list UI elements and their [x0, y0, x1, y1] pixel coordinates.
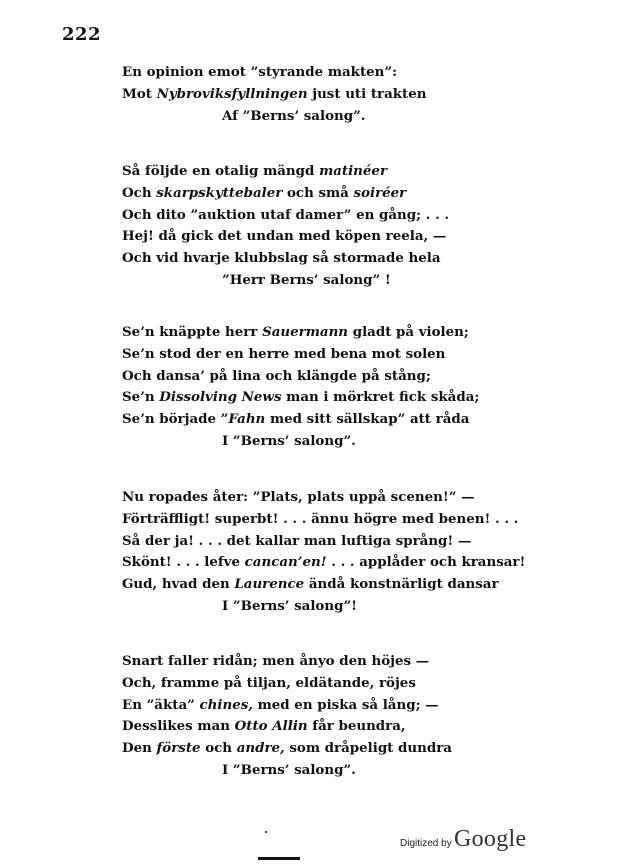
line-text: Nu ropades åter: ”Plats, plats uppå scenen!” — [122, 489, 475, 505]
poem-line [122, 66, 397, 79]
line-text: Snart faller ridån; men ånyo den höjes — [122, 653, 430, 669]
line-text: En opinion emot ”styrande makten”: [122, 64, 398, 80]
poem-line [122, 556, 525, 569]
line-text: ändå konstnärligt dansar [304, 576, 499, 593]
line-text: Se’n [122, 389, 160, 406]
line-text: Desslikes man [122, 718, 235, 735]
digitized-by-label: Digitized by [400, 838, 452, 849]
line-text: Skönt! . . . lefve [122, 554, 245, 571]
poem-line [122, 742, 452, 755]
poem-line [122, 391, 479, 404]
poem-line [122, 491, 475, 504]
poem-line [122, 184, 407, 201]
poem-line [122, 367, 431, 384]
line-text: I ”Berns’ salong”! [222, 598, 358, 614]
italic-term: Otto Allin [234, 718, 308, 735]
line-text: Hej! då gick det undan med köpen reela, — [122, 228, 447, 245]
italic-term: Sauermann [262, 324, 349, 340]
poem-refrain-line [222, 764, 356, 777]
line-text: Så följde en otalig mängd [122, 163, 320, 179]
italic-term: cancan’en! [244, 554, 327, 571]
italic-term: chines, [199, 696, 253, 713]
line-text: med sitt sällskap” att råda [265, 411, 470, 428]
line-text: . . . applåder och kransar! [326, 554, 526, 571]
poem-line [122, 165, 387, 178]
footer-dot [265, 831, 267, 833]
page-number: 222 [62, 24, 102, 45]
line-text: Mot [122, 85, 157, 102]
poem-line [122, 578, 499, 591]
line-text: och små [282, 184, 354, 201]
italic-term: skarpskyttebaler [156, 184, 283, 201]
poem-line [122, 696, 439, 713]
poem-line [122, 510, 519, 527]
line-text: Se’n stod der en herre med bena mot solen [122, 345, 446, 362]
line-text: Så der ja! . . . det kallar man luftiga språng! — [122, 532, 472, 549]
poem-line [122, 85, 427, 102]
poem-line [122, 720, 406, 733]
line-text: med en piska så lång; — [252, 696, 439, 713]
line-text: I ”Berns’ salong”. [222, 762, 356, 778]
line-text: Förträffligt! superbt! . . . ännu högre med benen! . . . [122, 510, 519, 527]
line-text: får beundra, [307, 718, 406, 735]
line-text: just uti trakten [307, 85, 427, 102]
italic-term: andre, [236, 740, 285, 757]
line-text: Gud, hvad den [122, 576, 235, 593]
line-text: och [200, 740, 237, 757]
italic-term: Nybroviksfyllningen [156, 85, 308, 102]
italic-term: Fahn [228, 411, 266, 428]
poem-line [122, 413, 469, 426]
line-text: Och dito ”auktion utaf damer” en gång; . . . [122, 206, 450, 223]
italic-term: matinéer [319, 163, 388, 179]
line-text: Se’n knäppte herr [122, 324, 263, 340]
poem-line [122, 655, 429, 668]
poem-line [122, 206, 450, 223]
poem-line [122, 326, 469, 339]
poem-refrain-line [222, 600, 357, 613]
line-text: gladt på violen; [348, 324, 469, 340]
italic-term: Laurence [234, 576, 305, 593]
footer-rule [258, 857, 300, 860]
line-text: Och vid hvarje klubbslag så stormade hela [122, 250, 441, 267]
poem-refrain-line [222, 435, 356, 448]
italic-term: Dissolving News [159, 389, 282, 406]
poem-line [122, 252, 441, 265]
line-text: Af ”Berns’ salong”. [222, 107, 366, 124]
italic-term: soiréer [353, 184, 407, 201]
line-text: ”Herr Berns’ salong” ! [222, 272, 391, 288]
poem-line [122, 345, 446, 362]
poem-line [122, 532, 472, 549]
line-text: En ”äkta” [122, 696, 200, 713]
google-logo: Google [454, 826, 527, 852]
line-text: Och [122, 184, 157, 201]
line-text: man i mörkret fick skåda; [281, 389, 480, 406]
poem-refrain-line [222, 107, 366, 124]
line-text: I ”Berns’ salong”. [222, 433, 356, 449]
line-text: Och dansa’ på lina och klängde på stång; [122, 367, 431, 384]
italic-term: förste [156, 740, 201, 757]
poem-refrain-line [222, 274, 391, 287]
line-text: som dråpeligt dundra [284, 740, 452, 757]
line-text: Den [122, 740, 157, 757]
line-text: Och, framme på tiljan, eldätande, röjes [122, 674, 416, 691]
poem-line [122, 674, 416, 691]
line-text: Se’n började ” [122, 411, 229, 428]
poem-line [122, 230, 446, 243]
